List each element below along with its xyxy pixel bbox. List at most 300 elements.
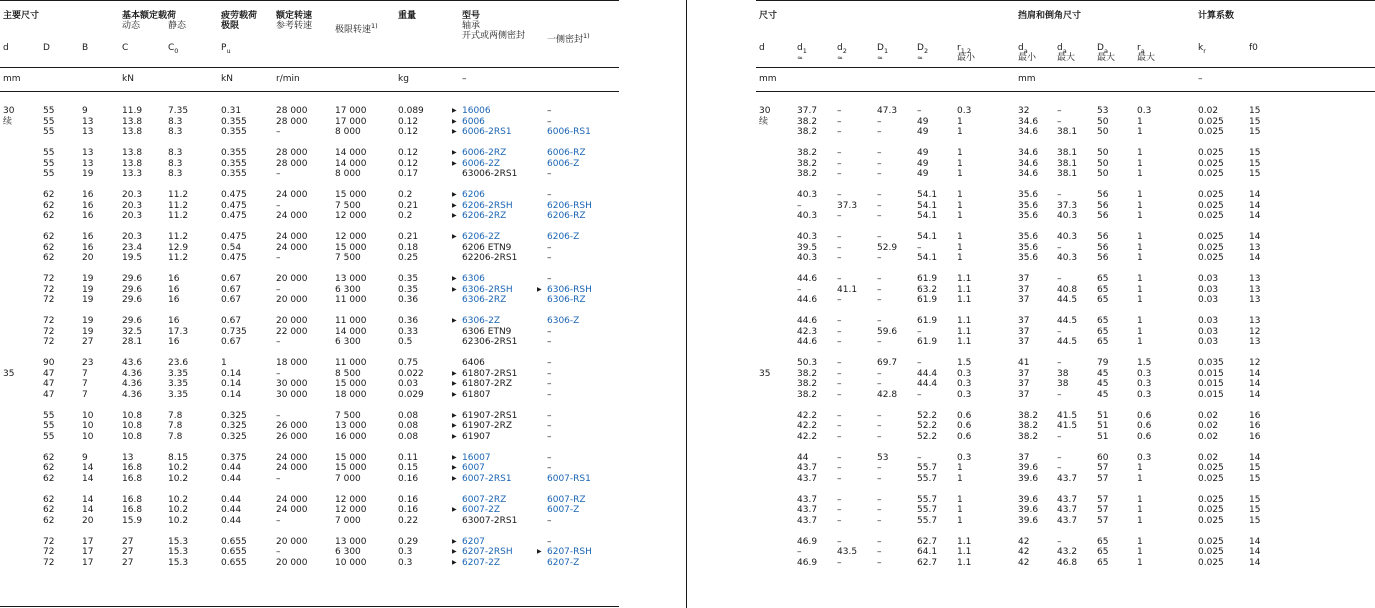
cell-des2[interactable]: 6306-RZ — [547, 295, 586, 305]
cell-ref: – — [276, 337, 281, 347]
cell-r12: 1 — [957, 253, 963, 263]
cell-D: 55 — [43, 148, 55, 158]
cell-ra: 1 — [1137, 274, 1143, 284]
static-label: 静态 — [168, 21, 187, 31]
symbol-B: B — [82, 43, 89, 53]
cell-B: 7 — [82, 379, 88, 389]
cell-Da: 57 — [1097, 463, 1109, 473]
load-ratings-heading: 基本额定载荷 — [122, 11, 177, 21]
cell-Da: 45 — [1097, 389, 1109, 400]
cell-r12: 1 — [957, 148, 963, 158]
cell-d2: – — [837, 106, 842, 116]
cell-d2: – — [837, 494, 842, 505]
page-divider — [686, 0, 687, 608]
cell-f0: 15 — [1249, 106, 1261, 116]
max-label-Da: 最大 — [1097, 53, 1116, 63]
cell-f0: 14 — [1249, 547, 1261, 557]
cell-ra: 1 — [1137, 148, 1143, 158]
cell-d1: 43.7 — [797, 494, 818, 505]
cell-da2: 38.1 — [1057, 158, 1078, 169]
cell-r12: 1.1 — [957, 547, 972, 557]
cell-des1[interactable]: 6306-2RSH — [462, 284, 513, 295]
cell-da2: 41.5 — [1057, 410, 1078, 421]
cell-D2: 49 — [917, 116, 929, 127]
cell-kg: 0.2 — [398, 211, 413, 221]
cell-Pu: 0.67 — [221, 274, 242, 284]
cell-d1: 38.2 — [797, 379, 818, 389]
cell-des1[interactable]: 6007 — [462, 463, 485, 473]
approx-D1: ≈ — [877, 54, 883, 62]
cell-Pu: 0.475 — [221, 232, 247, 242]
cell-des2[interactable]: 6007-Z — [547, 505, 580, 515]
cell-D2: 61.9 — [917, 337, 938, 347]
cell-B: 19 — [82, 169, 94, 179]
cell-D: 62 — [43, 200, 55, 211]
cell-ra: 1 — [1137, 200, 1143, 211]
cell-r12: 1.1 — [957, 337, 972, 347]
cell-des1[interactable]: 6006-2RS1 — [462, 127, 512, 137]
cell-d2: – — [837, 116, 842, 127]
cell-da: 39.6 — [1018, 494, 1039, 505]
cell-des2[interactable]: 6207-Z — [547, 557, 580, 568]
cell-f0: 14 — [1249, 190, 1261, 200]
cell-r12: 1.1 — [957, 316, 972, 326]
cell-D1: – — [877, 379, 882, 389]
cell-ra: 0.6 — [1137, 431, 1152, 442]
cell-B: 16 — [82, 211, 94, 221]
cell-Da: 57 — [1097, 505, 1109, 515]
cell-d1: 42.2 — [797, 421, 818, 431]
cell-kr: 0.02 — [1198, 431, 1219, 442]
cell-C: 20.3 — [122, 211, 143, 221]
cell-kg: 0.3 — [398, 547, 413, 557]
cell-des2: – — [547, 536, 552, 547]
cell-Pu: 0.355 — [221, 148, 247, 158]
cell-ref: 24 000 — [276, 505, 308, 515]
cell-C: 13.8 — [122, 158, 143, 169]
cell-Pu: 0.44 — [221, 463, 242, 473]
cell-kr: 0.025 — [1198, 557, 1224, 568]
cell-des1[interactable]: 6006-2RZ — [462, 148, 507, 158]
cell-d2: – — [837, 232, 842, 242]
cell-Pu: 0.655 — [221, 547, 247, 557]
cell-f0: 13 — [1249, 316, 1261, 326]
cell-D1: – — [877, 463, 882, 473]
cell-C: 4.36 — [122, 389, 143, 400]
cell-d: 30 — [3, 106, 15, 116]
cell-D: 72 — [43, 295, 55, 305]
cell-des1[interactable]: 6306 — [462, 274, 485, 284]
cell-C0: 8.3 — [168, 127, 183, 137]
cell-C0: 3.35 — [168, 379, 189, 389]
units-rule — [0, 91, 619, 92]
cell-des1: 61907-2RS1 — [462, 410, 518, 421]
cell-kr: 0.025 — [1198, 169, 1224, 179]
cell-des1[interactable]: 6007-2Z — [462, 505, 501, 515]
cell-des2[interactable]: 6306-Z — [547, 316, 580, 326]
cell-D2: 54.1 — [917, 211, 938, 221]
cell-da: 41 — [1018, 358, 1030, 368]
cell-D2: 61.9 — [917, 316, 938, 326]
cell-d1: 38.2 — [797, 116, 818, 127]
cell-Pu: 0.355 — [221, 127, 247, 137]
cell-des1: 61807-2RZ — [462, 379, 513, 389]
cell-kg: 0.022 — [398, 368, 424, 379]
cell-D2: – — [917, 358, 922, 368]
cell-da2: 38 — [1057, 368, 1069, 379]
cell-D1: – — [877, 169, 882, 179]
cell-D: 72 — [43, 536, 55, 547]
cell-da: 42 — [1018, 536, 1030, 547]
cell-f0: 14 — [1249, 200, 1261, 211]
cell-des1[interactable]: 6007-2RS1 — [462, 473, 512, 484]
cell-des2[interactable]: 6206-Z — [547, 232, 580, 242]
cell-Pu: 0.475 — [221, 211, 247, 221]
cell-d1: 40.3 — [797, 253, 818, 263]
cell-lim: 15 000 — [335, 452, 367, 463]
cell-C0: 8.3 — [168, 158, 183, 169]
cell-lim: 15 000 — [335, 190, 367, 200]
cell-C: 13 — [122, 452, 134, 463]
cell-ref: 24 000 — [276, 463, 308, 473]
cell-C: 20.3 — [122, 190, 143, 200]
cell-ra: 1 — [1137, 557, 1143, 568]
symbol-Pu: $P_u$ — [221, 43, 231, 55]
cell-ra: 1 — [1137, 232, 1143, 242]
cell-C0: 11.2 — [168, 200, 189, 211]
cell-ref: – — [276, 515, 281, 526]
cell-des2[interactable]: 6207-RSH — [547, 547, 592, 557]
cell-D1: – — [877, 316, 882, 326]
cell-des1[interactable]: 16007 — [462, 452, 491, 463]
cell-d2: – — [837, 326, 842, 337]
cell-kr: 0.03 — [1198, 295, 1219, 305]
cell-D2: 62.7 — [917, 536, 938, 547]
cell-d1: 44.6 — [797, 274, 818, 284]
cell-des2: – — [547, 452, 552, 463]
arrow-icon: ▶ — [452, 212, 457, 219]
approx-d2: ≈ — [837, 54, 843, 62]
cell-kr: 0.025 — [1198, 158, 1224, 169]
cell-des2: – — [547, 116, 552, 127]
open-or-two-seal-label: 开式或两侧密封 — [462, 31, 526, 41]
cell-C: 16.8 — [122, 494, 143, 505]
cell-kr: 0.025 — [1198, 211, 1224, 221]
cell-des2[interactable]: 6007-RS1 — [547, 473, 591, 484]
cell-Pu: 0.44 — [221, 473, 242, 484]
cell-Da: 56 — [1097, 211, 1109, 221]
cell-da2: 41.5 — [1057, 421, 1078, 431]
cell-kg: 0.16 — [398, 505, 419, 515]
cell-Pu: 0.475 — [221, 253, 247, 263]
cell-des2: – — [547, 337, 552, 347]
cell-D2: 49 — [917, 169, 929, 179]
cell-d2: – — [837, 190, 842, 200]
cell-B: 19 — [82, 284, 94, 295]
cell-ra: 1 — [1137, 127, 1143, 137]
cell-C: 10.8 — [122, 421, 143, 431]
cell-B: 7 — [82, 368, 88, 379]
cell-kg: 0.36 — [398, 295, 419, 305]
cell-C: 27 — [122, 536, 134, 547]
cell-Pu: 0.14 — [221, 389, 242, 400]
cell-da2: 43.7 — [1057, 505, 1078, 515]
cell-C: 16.8 — [122, 505, 143, 515]
cell-d2: – — [837, 368, 842, 379]
cell-Pu: 0.44 — [221, 515, 242, 526]
cell-D1: – — [877, 431, 882, 442]
cell-D: 62 — [43, 473, 55, 484]
cell-d2: 37.3 — [837, 200, 858, 211]
cell-D2: 55.7 — [917, 515, 938, 526]
arrow-icon: ▶ — [452, 275, 457, 282]
cell-D2: 49 — [917, 148, 929, 158]
cell-des1: 6206 ETN9 — [462, 242, 512, 253]
cell-da2: 40.8 — [1057, 284, 1078, 295]
cell-des1[interactable]: 6006-2Z — [462, 158, 501, 169]
cell-lim: 6 300 — [335, 284, 361, 295]
cell-da2: – — [1057, 106, 1062, 116]
cell-d1: 44.6 — [797, 316, 818, 326]
cell-des2: – — [547, 463, 552, 473]
cell-d1: 43.7 — [797, 505, 818, 515]
main-dimensions-heading: 主要尺寸 — [3, 11, 40, 21]
cell-da2: 44.5 — [1057, 295, 1078, 305]
unit-kN-pu: kN — [221, 74, 233, 84]
cell-des2[interactable]: 6206-RZ — [547, 211, 586, 221]
cell-D: 72 — [43, 284, 55, 295]
cell-kr: 0.03 — [1198, 326, 1219, 337]
cell-d1: – — [797, 284, 802, 295]
cell-ra: 1 — [1137, 211, 1143, 221]
cell-Pu: 0.54 — [221, 242, 242, 253]
cell-da2: 46.8 — [1057, 557, 1078, 568]
cell-kg: 0.2 — [398, 190, 413, 200]
cell-d2: – — [837, 211, 842, 221]
cell-r12: 0.3 — [957, 389, 972, 400]
cell-da2: 37.3 — [1057, 200, 1078, 211]
cell-D2: 44.4 — [917, 379, 938, 389]
cell-Da: 65 — [1097, 547, 1109, 557]
cell-D: 62 — [43, 253, 55, 263]
symbol-Da: $D_a$ — [1097, 43, 1108, 55]
cell-ra: 1 — [1137, 242, 1143, 253]
cell-B: 14 — [82, 505, 94, 515]
cell-lim: 15 000 — [335, 463, 367, 473]
cell-Da: 51 — [1097, 410, 1109, 421]
cell-ra: 1 — [1137, 169, 1143, 179]
cell-B: 13 — [82, 116, 94, 127]
cell-kg: 0.17 — [398, 169, 419, 179]
cell-des1: 6406 — [462, 358, 485, 368]
cell-des2[interactable]: 6206-RSH — [547, 200, 592, 211]
cell-B: 19 — [82, 326, 94, 337]
cell-des1[interactable]: 6007-2RZ — [462, 494, 507, 505]
cell-D1: – — [877, 547, 882, 557]
cell-kg: 0.75 — [398, 358, 419, 368]
cell-lim: 18 000 — [335, 389, 367, 400]
cell-B: 27 — [82, 337, 94, 347]
cell-C0: 7.8 — [168, 431, 183, 442]
cell-f0: 15 — [1249, 505, 1261, 515]
arrow-icon: ▶ — [452, 411, 457, 419]
cell-C: 4.36 — [122, 368, 143, 379]
cell-Da: 57 — [1097, 494, 1109, 505]
cell-da: 34.6 — [1018, 158, 1039, 169]
cell-da2: 38.1 — [1057, 127, 1078, 137]
cell-kg: 0.12 — [398, 158, 419, 169]
header-rule — [0, 67, 619, 68]
cell-des1[interactable]: 6207-2RSH — [462, 547, 513, 557]
cell-C: 27 — [122, 557, 134, 568]
cell-B: 13 — [82, 148, 94, 158]
cell-C: 19.5 — [122, 253, 143, 263]
cell-C0: 15.3 — [168, 536, 189, 547]
cell-C0: 11.2 — [168, 211, 189, 221]
cell-da: 39.6 — [1018, 505, 1039, 515]
cell-f0: 13 — [1249, 337, 1261, 347]
cell-Da: 51 — [1097, 431, 1109, 442]
cell-des2[interactable]: 6006-Z — [547, 158, 580, 169]
cell-des1[interactable]: 6206-2Z — [462, 232, 501, 242]
cell-C0: 16 — [168, 284, 180, 295]
cell-f0: 16 — [1249, 431, 1261, 442]
cell-des1[interactable]: 16006 — [462, 106, 491, 116]
cell-f0: 15 — [1249, 116, 1261, 127]
cell-des1[interactable]: 6207 — [462, 536, 485, 547]
cell-r12: 1.1 — [957, 536, 972, 547]
cell-kg: 0.5 — [398, 337, 413, 347]
cell-ref: – — [276, 410, 281, 421]
cell-ra: 1 — [1137, 463, 1143, 473]
cell-kg: 0.08 — [398, 410, 419, 421]
cell-da2: – — [1057, 452, 1062, 463]
cell-kr: 0.03 — [1198, 316, 1219, 326]
cell-r12: 1 — [957, 515, 963, 526]
cell-C0: 8.3 — [168, 148, 183, 158]
cell-des2[interactable]: 6006-RZ — [547, 148, 586, 158]
cell-C0: 3.35 — [168, 389, 189, 400]
cell-ref: 30 000 — [276, 389, 308, 400]
cell-des1[interactable]: 6207-2Z — [462, 557, 501, 568]
cell-D2: 44.4 — [917, 368, 938, 379]
cell-d2: – — [837, 158, 842, 169]
cell-r12: 1 — [957, 232, 963, 242]
cell-des1[interactable]: 6306-2RZ — [462, 295, 507, 305]
cell-ref: – — [276, 169, 281, 179]
arrow-icon: ▶ — [452, 149, 457, 156]
cell-D1: – — [877, 127, 882, 137]
cell-kr: 0.02 — [1198, 106, 1219, 116]
cell-r12: 1.1 — [957, 557, 972, 568]
cell-kg: 0.21 — [398, 232, 419, 242]
cell-D1: – — [877, 200, 882, 211]
cell-Da: 65 — [1097, 326, 1109, 337]
cell-d1: 46.9 — [797, 536, 818, 547]
cell-Da: 50 — [1097, 127, 1109, 137]
cell-des2: – — [547, 410, 552, 421]
cell-da2: – — [1057, 536, 1062, 547]
arrow-icon: ▶ — [452, 453, 457, 461]
cell-B: 14 — [82, 494, 94, 505]
cell-da: 35.6 — [1018, 253, 1039, 263]
cell-f0: 14 — [1249, 452, 1261, 463]
cell-Pu: 0.44 — [221, 494, 242, 505]
cell-lim: 10 000 — [335, 557, 367, 568]
cell-f0: 16 — [1249, 410, 1261, 421]
cell-Da: 56 — [1097, 242, 1109, 253]
cell-ref: 30 000 — [276, 379, 308, 389]
cell-kr: 0.025 — [1198, 547, 1224, 557]
cell-kr: 0.025 — [1198, 505, 1224, 515]
cell-des1[interactable]: 6206-2RSH — [462, 200, 513, 211]
cell-da2: 43.7 — [1057, 473, 1078, 484]
cell-C0: 10.2 — [168, 494, 189, 505]
cell-C: 29.6 — [122, 295, 143, 305]
cell-D2: 63.2 — [917, 284, 938, 295]
cell-da2: – — [1057, 116, 1062, 127]
cell-lim: 14 000 — [335, 158, 367, 169]
cell-f0: 15 — [1249, 473, 1261, 484]
arrow-icon: ▶ — [452, 285, 457, 293]
cell-da: 38.2 — [1018, 421, 1039, 431]
cell-des1[interactable]: 6206-2RZ — [462, 211, 507, 221]
cell-Pu: 0.355 — [221, 158, 247, 169]
cell-Da: 56 — [1097, 253, 1109, 263]
cell-kr: 0.02 — [1198, 452, 1219, 463]
cell-B: 16 — [82, 200, 94, 211]
cell-C: 13.8 — [122, 127, 143, 137]
designation-heading: 型号 — [462, 11, 481, 21]
cell-d2: – — [837, 536, 842, 547]
cell-des1[interactable]: 6206 — [462, 190, 485, 200]
cell-da: 35.6 — [1018, 190, 1039, 200]
cell-d: 30 — [759, 106, 771, 116]
cell-da2: 44.5 — [1057, 316, 1078, 326]
cell-da2: – — [1057, 463, 1062, 473]
arrow-icon: ▶ — [452, 117, 457, 125]
cell-Da: 56 — [1097, 200, 1109, 211]
cell-C0: 7.8 — [168, 410, 183, 421]
cell-Pu: 0.44 — [221, 505, 242, 515]
cell-des2: – — [547, 106, 552, 116]
cell-C: 28.1 — [122, 337, 143, 347]
cell-D2: 52.2 — [917, 421, 938, 431]
cell-des2: – — [547, 368, 552, 379]
cell-B: 17 — [82, 557, 94, 568]
cell-D1: – — [877, 515, 882, 526]
cell-des2[interactable]: 6306-RSH — [547, 284, 592, 295]
cell-d2: – — [837, 253, 842, 263]
cell-d: 35 — [759, 368, 771, 379]
cell-ref: 22 000 — [276, 326, 308, 337]
cell-d2: – — [837, 316, 842, 326]
cell-ref: 24 000 — [276, 242, 308, 253]
cell-des2: – — [547, 242, 552, 253]
cell-D1: – — [877, 295, 882, 305]
cell-da2: 44.5 — [1057, 337, 1078, 347]
cell-des1[interactable]: 6306-2Z — [462, 316, 501, 326]
cell-des1[interactable]: 6006 — [462, 116, 485, 127]
cell-d2: – — [837, 379, 842, 389]
cell-des2[interactable]: 6007-RZ — [547, 494, 586, 505]
cell-B: 20 — [82, 515, 94, 526]
cell-D2: 49 — [917, 158, 929, 169]
cell-da: 34.6 — [1018, 148, 1039, 158]
cell-D: 55 — [43, 431, 55, 442]
cell-des2[interactable]: 6006-RS1 — [547, 127, 591, 137]
min-label-da: 最小 — [1018, 53, 1037, 63]
